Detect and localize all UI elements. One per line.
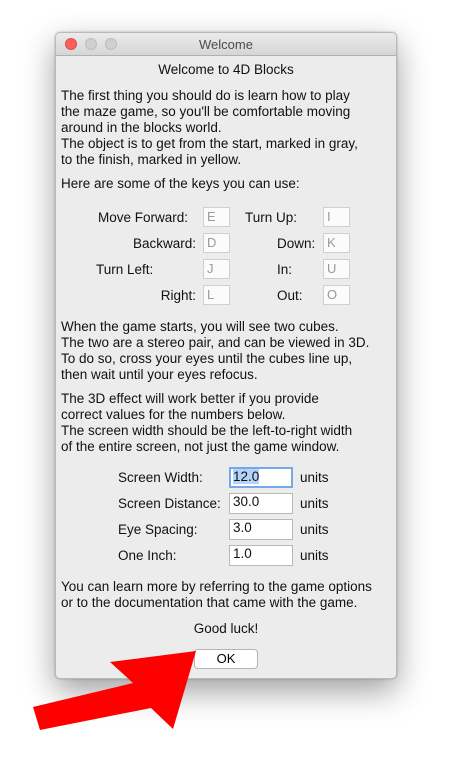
right-key-field[interactable]: L — [203, 285, 230, 305]
screen-width-value: 12.0 — [233, 469, 260, 484]
screen-distance-units: units — [300, 496, 329, 511]
intro-text: The first thing you should do is learn how to play the maze game, so you'll be comfortable moving around in the blocks world. The object is to get from the start, marked in gray, to the finish, marked in yellow. — [61, 88, 358, 167]
out-key-field[interactable]: O — [323, 285, 350, 305]
more-info-text: You can learn more by referring to the game options or to the documentation that came with the game. — [61, 579, 372, 610]
eye-spacing-units: units — [300, 522, 329, 537]
one-inch-input[interactable]: 1.0 — [229, 545, 293, 566]
screen-distance-label: Screen Distance: — [118, 496, 221, 511]
screen-width-label: Screen Width: — [118, 470, 203, 485]
good-luck-text: Good luck! — [193, 621, 259, 636]
red-arrow-shape — [33, 651, 196, 730]
out-label: Out: — [277, 288, 303, 303]
screen-distance-input[interactable]: 30.0 — [229, 493, 293, 514]
down-key-field[interactable]: K — [323, 233, 350, 253]
move-forward-label: Move Forward: — [97, 210, 188, 225]
screen-width-units: units — [300, 470, 329, 485]
down-label: Down: — [277, 236, 316, 251]
dialog-heading: Welcome to 4D Blocks — [158, 62, 294, 77]
stereo-text: When the game starts, you will see two cubes. The two are a stereo pair, and can be viewed in 3D. To do so, cross your eyes until the cubes line up, then wait until your eyes refocus. — [61, 319, 370, 382]
effect-text: The 3D effect will work better if you provide correct values for the numbers below. The screen width should be the left-to-right width of the entire screen, not just the game window. — [61, 391, 353, 454]
backward-key-field[interactable]: D — [203, 233, 230, 253]
turn-up-key-field[interactable]: I — [323, 207, 350, 227]
turn-up-label: Turn Up: — [245, 210, 298, 225]
one-inch-units: units — [300, 548, 329, 563]
backward-label: Backward: — [132, 236, 196, 251]
eye-spacing-label: Eye Spacing: — [118, 522, 198, 537]
ok-button[interactable]: OK — [194, 649, 258, 669]
turn-left-key-field[interactable]: J — [203, 259, 230, 279]
in-label: In: — [277, 262, 293, 277]
in-key-field[interactable]: U — [323, 259, 350, 279]
one-inch-label: One Inch: — [118, 548, 177, 563]
eye-spacing-input[interactable]: 3.0 — [229, 519, 293, 540]
window-title: Welcome — [199, 37, 253, 52]
move-forward-key-field[interactable]: E — [203, 207, 230, 227]
keys-intro-text: Here are some of the keys you can use: — [61, 176, 300, 191]
right-label: Right: — [160, 288, 196, 303]
turn-left-label: Turn Left: — [96, 262, 154, 277]
